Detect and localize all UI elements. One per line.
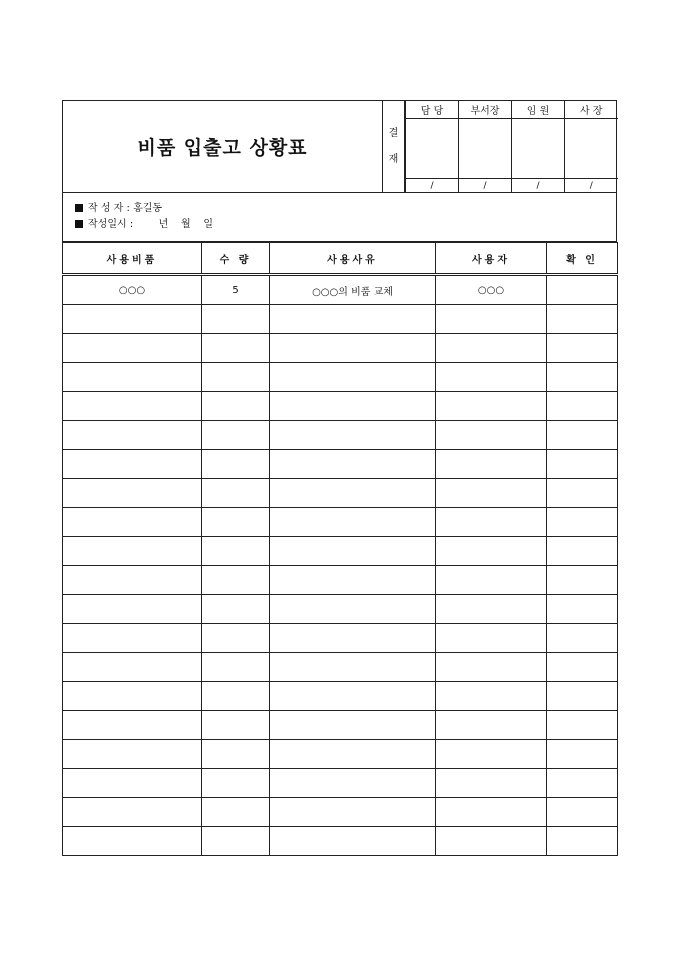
approval-header-president: 사 장 <box>565 101 618 119</box>
cell-confirm[interactable] <box>547 827 618 856</box>
table-row <box>63 711 618 740</box>
cell-reason[interactable] <box>270 450 436 479</box>
cell-item[interactable] <box>63 769 202 798</box>
cell-confirm[interactable] <box>547 769 618 798</box>
table-row <box>63 566 618 595</box>
table-row <box>63 392 618 421</box>
cell-quantity[interactable] <box>202 595 270 624</box>
cell-confirm[interactable] <box>547 275 618 305</box>
cell-reason[interactable] <box>270 711 436 740</box>
square-bullet-icon <box>75 204 83 212</box>
cell-confirm[interactable] <box>547 711 618 740</box>
author-info <box>62 192 617 242</box>
cell-quantity[interactable] <box>202 827 270 856</box>
cell-user[interactable] <box>436 421 547 450</box>
approval-side-label-bottom: 재 <box>388 153 399 165</box>
cell-confirm[interactable] <box>547 305 618 334</box>
cell-quantity[interactable] <box>202 479 270 508</box>
usage-table <box>62 242 618 856</box>
table-row <box>63 275 618 305</box>
cell-confirm[interactable] <box>547 392 618 421</box>
cell-user[interactable] <box>436 682 547 711</box>
cell-confirm[interactable] <box>547 798 618 827</box>
cell-quantity[interactable] <box>202 769 270 798</box>
table-row <box>63 798 618 827</box>
cell-quantity[interactable]: 5 <box>202 275 270 305</box>
author-line <box>75 201 606 217</box>
cell-user[interactable] <box>436 305 547 334</box>
cell-item[interactable] <box>63 711 202 740</box>
cell-reason[interactable] <box>270 392 436 421</box>
table-row <box>63 653 618 682</box>
cell-reason[interactable] <box>270 682 436 711</box>
cell-quantity[interactable] <box>202 363 270 392</box>
table-row <box>63 421 618 450</box>
cell-item[interactable] <box>63 421 202 450</box>
cell-reason[interactable] <box>270 537 436 566</box>
approval-side-label-top: 결 <box>388 127 399 139</box>
cell-user[interactable] <box>436 450 547 479</box>
cell-user[interactable] <box>436 711 547 740</box>
cell-user[interactable] <box>436 334 547 363</box>
cell-user[interactable] <box>436 798 547 827</box>
cell-confirm[interactable] <box>547 363 618 392</box>
cell-quantity[interactable] <box>202 421 270 450</box>
cell-user[interactable] <box>436 595 547 624</box>
cell-confirm[interactable] <box>547 421 618 450</box>
table-row <box>63 624 618 653</box>
cell-reason[interactable] <box>270 421 436 450</box>
table-row <box>63 305 618 334</box>
cell-item[interactable] <box>63 392 202 421</box>
cell-quantity[interactable] <box>202 392 270 421</box>
cell-item[interactable] <box>63 537 202 566</box>
approval-sign-dept-head[interactable] <box>459 119 512 179</box>
cell-confirm[interactable] <box>547 653 618 682</box>
date-line <box>75 217 606 233</box>
cell-item[interactable] <box>63 479 202 508</box>
column-header-confirm: 확 인 <box>547 243 618 275</box>
cell-reason[interactable]: ○○○의 비품 교체 <box>270 275 436 305</box>
cell-reason[interactable] <box>270 334 436 363</box>
cell-user[interactable] <box>436 479 547 508</box>
table-row <box>63 334 618 363</box>
cell-confirm[interactable] <box>547 537 618 566</box>
cell-user[interactable] <box>436 769 547 798</box>
approval-date-dept-head: / <box>459 179 512 193</box>
cell-item[interactable] <box>63 798 202 827</box>
cell-reason[interactable] <box>270 798 436 827</box>
cell-quantity[interactable] <box>202 450 270 479</box>
cell-item[interactable] <box>63 595 202 624</box>
table-row <box>63 508 618 537</box>
cell-quantity[interactable] <box>202 711 270 740</box>
cell-quantity[interactable] <box>202 624 270 653</box>
date-text: 작성일시 : 년 월 일 <box>88 219 214 230</box>
cell-quantity[interactable] <box>202 740 270 769</box>
cell-user[interactable] <box>436 508 547 537</box>
table-row <box>63 740 618 769</box>
cell-item[interactable] <box>63 682 202 711</box>
cell-reason[interactable] <box>270 653 436 682</box>
approval-date-manager: / <box>406 179 459 193</box>
table-row <box>63 682 618 711</box>
cell-item[interactable] <box>63 334 202 363</box>
table-row <box>63 450 618 479</box>
cell-confirm[interactable] <box>547 740 618 769</box>
cell-item[interactable] <box>63 450 202 479</box>
cell-item[interactable] <box>63 363 202 392</box>
approval-sign-manager[interactable] <box>406 119 459 179</box>
cell-item[interactable] <box>63 566 202 595</box>
square-bullet-icon <box>75 220 83 228</box>
cell-confirm[interactable] <box>547 334 618 363</box>
cell-item[interactable] <box>63 508 202 537</box>
cell-quantity[interactable] <box>202 798 270 827</box>
cell-reason[interactable] <box>270 479 436 508</box>
approval-header-executive: 임 원 <box>512 101 565 119</box>
cell-user[interactable] <box>436 624 547 653</box>
column-header-item: 사용비품 <box>63 243 202 275</box>
cell-user[interactable] <box>436 740 547 769</box>
cell-quantity[interactable] <box>202 653 270 682</box>
table-header-row <box>63 243 618 275</box>
cell-user[interactable] <box>436 566 547 595</box>
cell-reason[interactable] <box>270 827 436 856</box>
cell-confirm[interactable] <box>547 566 618 595</box>
cell-confirm[interactable] <box>547 508 618 537</box>
column-header-user: 사용자 <box>436 243 547 275</box>
cell-quantity[interactable] <box>202 682 270 711</box>
cell-reason[interactable] <box>270 305 436 334</box>
cell-user[interactable]: ○○○ <box>436 275 547 305</box>
cell-confirm[interactable] <box>547 624 618 653</box>
cell-item[interactable] <box>63 624 202 653</box>
cell-user[interactable] <box>436 363 547 392</box>
cell-reason[interactable] <box>270 595 436 624</box>
table-row <box>63 537 618 566</box>
column-header-quantity: 수 량 <box>202 243 270 275</box>
approval-header-manager: 담 당 <box>406 101 459 119</box>
cell-item[interactable] <box>63 827 202 856</box>
cell-confirm[interactable] <box>547 595 618 624</box>
cell-quantity[interactable] <box>202 537 270 566</box>
cell-reason[interactable] <box>270 363 436 392</box>
cell-item[interactable] <box>63 653 202 682</box>
table-row <box>63 769 618 798</box>
approval-date-president: / <box>565 179 618 193</box>
approval-date-executive: / <box>512 179 565 193</box>
approval-sign-executive[interactable] <box>512 119 565 179</box>
cell-reason[interactable] <box>270 740 436 769</box>
table-row <box>63 595 618 624</box>
approval-header-dept-head: 부서장 <box>459 101 512 119</box>
cell-item[interactable] <box>63 740 202 769</box>
cell-user[interactable] <box>436 653 547 682</box>
cell-quantity[interactable] <box>202 305 270 334</box>
cell-item[interactable] <box>63 305 202 334</box>
cell-user[interactable] <box>436 537 547 566</box>
cell-quantity[interactable] <box>202 508 270 537</box>
document-header <box>62 100 617 192</box>
cell-quantity[interactable] <box>202 566 270 595</box>
document-sheet <box>62 100 617 856</box>
cell-quantity[interactable] <box>202 334 270 363</box>
page-title: 비품 입출고 상황표 <box>137 137 308 159</box>
table-row <box>63 363 618 392</box>
cell-confirm[interactable] <box>547 450 618 479</box>
table-row <box>63 827 618 856</box>
cell-reason[interactable] <box>270 624 436 653</box>
table-body <box>63 275 618 856</box>
cell-user[interactable] <box>436 827 547 856</box>
table-row <box>63 479 618 508</box>
cell-reason[interactable] <box>270 769 436 798</box>
cell-confirm[interactable] <box>547 479 618 508</box>
author-text: 작 성 자 : 홍길동 <box>88 203 163 214</box>
approval-side-label <box>382 101 405 192</box>
cell-reason[interactable] <box>270 508 436 537</box>
cell-confirm[interactable] <box>547 682 618 711</box>
cell-user[interactable] <box>436 392 547 421</box>
cell-item[interactable]: ○○○ <box>63 275 202 305</box>
column-header-reason: 사용사유 <box>270 243 436 275</box>
approval-table <box>405 101 618 192</box>
cell-reason[interactable] <box>270 566 436 595</box>
approval-sign-president[interactable] <box>565 119 618 179</box>
